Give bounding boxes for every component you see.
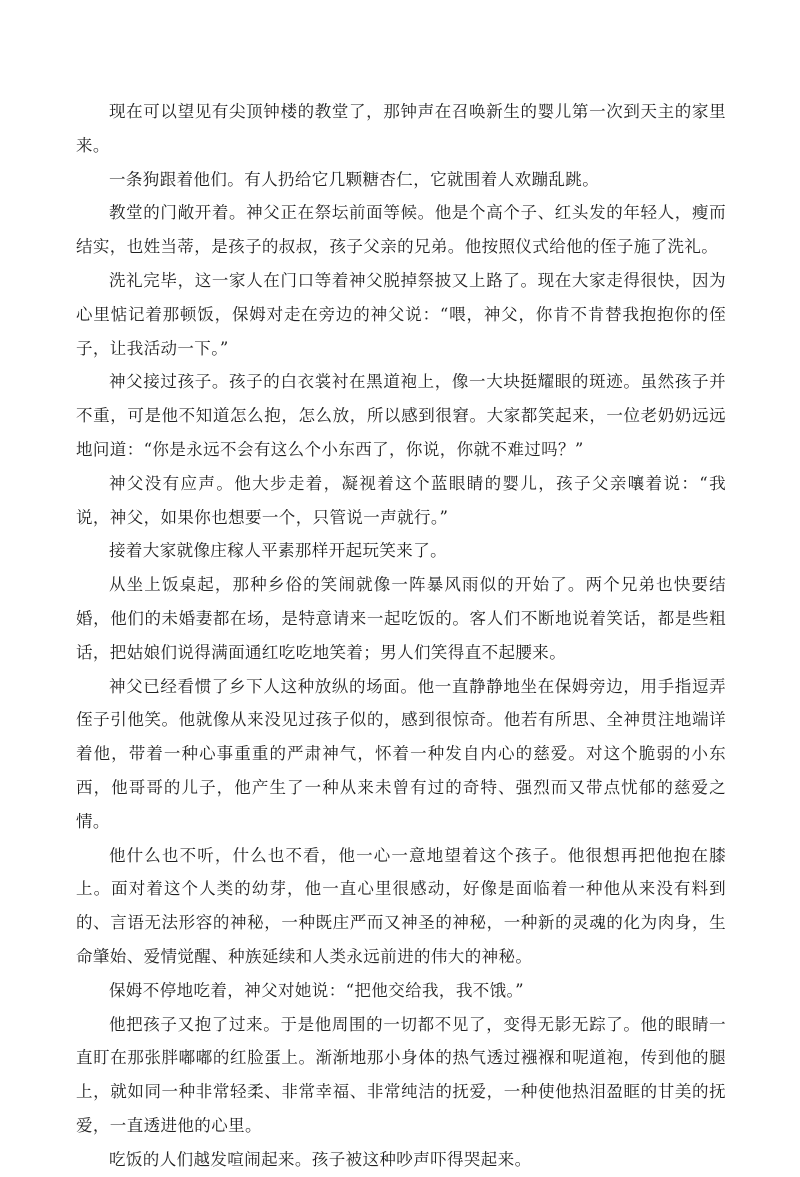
paragraph-5: 神父接过孩子。孩子的白衣裳衬在黑道袍上，像一大块挺耀眼的斑迹。虽然孩子并不重，可是他不知道怎么抱，怎么放，所以感到很窘。大家都笑起来，一位老奶奶远远地问道：“你是永远不会有这么个小东西了，你说，你就不难过吗？” [76,372,726,459]
paragraph-8: 从坐上饭桌起，那种乡俗的笑闹就像一阵暴风雨似的开始了。两个兄弟也快要结婚，他们的未婚妻都在场，是特意请来一起吃饭的。客人们不断地说着笑话，都是些粗话，把姑娘们说得满面通红吃吃地笑着；男人们笑得直不起腰来。 [76,575,726,662]
paragraph-13: 吃饭的人们越发喧闹起来。孩子被这种吵声吓得哭起来。 [109,1149,532,1169]
paragraph-1: 现在可以望见有尖顶钟楼的教堂了，那钟声在召唤新生的婴儿第一次到天主的家里来。 [76,102,726,155]
paragraph-6: 神父没有应声。他大步走着，凝视着这个蓝眼睛的婴儿，孩子父亲嚷着说：“我说，神父，如果你也想要一个，只管说一声就行。” [76,473,726,527]
paragraph-3: 教堂的门敞开着。神父正在祭坛前面等候。他是个高个子、红头发的年轻人，瘦而结实，也姓当蒂，是孩子的叔叔，孩子父亲的兄弟。他按照仪式给他的侄子施了洗礼。 [76,203,726,257]
paragraph-7: 接着大家就像庄稼人平素那样开起玩笑来了。 [109,541,447,561]
paragraph-2: 一条狗跟着他们。有人扔给它几颗糖杏仁，它就围着人欢蹦乱跳。 [109,169,600,189]
paragraph-9: 神父已经看惯了乡下人这种放纵的场面。他一直静静地坐在保姆旁边，用手指逗弄侄子引他笑。他就像从来没见过孩子似的，感到很惊奇。他若有所思、全神贯注地端详着他，带着一种心事重重的严肃神气，怀着一种发自内心的慈爱。对这个脆弱的小东西，他哥哥的儿子，他产生了一种从来未曾有过的奇特、强烈而又带点忧郁的慈爱之情。 [76,676,726,831]
paragraph-12: 他把孩子又抱了过来。于是他周围的一切都不见了，变得无影无踪了。他的眼睛一直盯在那张胖嘟嘟的红脸蛋上。渐渐地那小身体的热气透过襁褓和呢道袍，传到他的腿上，就如同一种非常轻柔、非常幸福、非常纯洁的抚爱，一种使他热泪盈眶的甘美的抚爱，一直透进他的心里。 [76,1014,726,1135]
paragraph-10: 他什么也不听，什么也不看，他一心一意地望着这个孩子。他很想再把他抱在膝上。面对着这个人类的幼芽，他一直心里很感动，好像是面临着一种他从来没有料到的、言语无法形容的神秘，一种既庄严而又神圣的神秘，一种新的灵魂的化为肉身，生命肇始、爱情觉醒、种族延续和人类永远前进的伟大的神秘。 [76,845,726,966]
document-page [76,95,726,1177]
paragraph-4: 洗礼完毕，这一家人在门口等着神父脱掉祭披又上路了。现在大家走得很快，因为心里惦记着那顿饭，保姆对走在旁边的神父说：“喂，神父，你肯不肯替我抱抱你的侄子，让我活动一下。” [76,270,726,358]
paragraph-11: 保姆不停地吃着，神父对她说：“把他交给我，我不饿。” [109,980,525,1000]
